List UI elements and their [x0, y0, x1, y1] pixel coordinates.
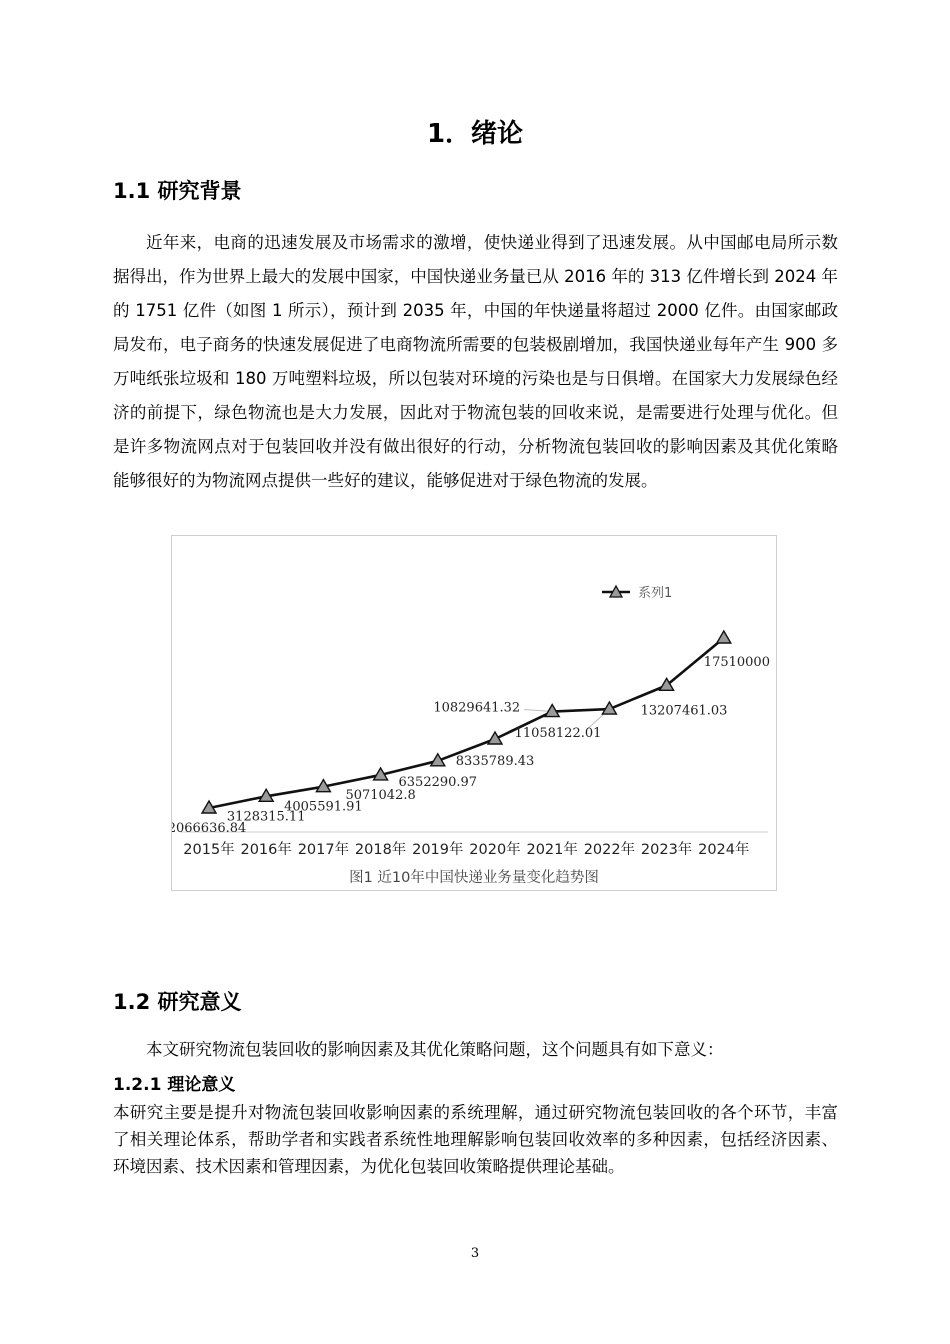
data-label-4: 6352290.97 [398, 774, 478, 790]
figure-caption: 图1 近10年中国快递业务量变化趋势图 [349, 870, 599, 886]
significance-intro-paragraph: 本文研究物流包装回收的影响因素及其优化策略问题，这个问题具有如下意义： [146, 1040, 724, 1059]
x-tick-label-1: 2016年 [240, 842, 292, 858]
section-title-significance: 1.2 研究意义 [113, 990, 242, 1014]
section-title-background: 1.1 研究背景 [113, 179, 242, 203]
legend-label-series-1: 系列1 [638, 586, 673, 601]
data-label-1: 3128315.11 [226, 809, 306, 825]
data-label-9: 17510000 [703, 655, 770, 670]
theoretical-significance-paragraph: 本研究主要是提升对物流包装回收影响因素的系统理解，通过研究物流包装回收的各个环节，丰富了相关理论体系，帮助学者和实践者系统性地理解影响包装回收效率的多种因素，包括经济因素、环境因素、技术因素和管理因素，为优化包装回收策略提供理论基础。 [113, 1103, 838, 1176]
background-paragraph: 近年来，电商的迅速发展及市场需求的激增，使快递业得到了迅速发展。从中国邮电局所示数据得出，作为世界上最大的发展中国家，中国快递业务量已从 2016 年的 313 亿件增长到 2024 年的 1751 亿件（如图 1 所示），预计到 2035 年，中国的年快递量将超过 2000 亿件。由国家邮政局发布，电子商务的快速发展促进了电商物流所需要的包装极剧增加，我国快递业每年产生 900 多万吨纸张垃圾和 180 万吨塑料垃圾，所以包装对环境的污染也是与日俱增。在国家大力发展绿色经济的前提下，绿色物流也是大力发展，因此对于物流包装的回收来说，是需要进行处理与优化。但是许多物流网点对于包装回收并没有做出很好的行动，分析物流包装回收的影响因素及其优化策略能够很好的为物流网点提供一些好的建议，能够促进对于绿色物流的发展。 [113, 233, 838, 490]
trend-chart [172, 536, 776, 890]
data-label-6: 10829641.32 [433, 700, 521, 716]
x-tick-label-2: 2017年 [297, 842, 350, 858]
figure-1 [171, 535, 777, 891]
x-tick-label-8: 2023年 [640, 842, 693, 858]
x-tick-label-6: 2021年 [526, 842, 578, 858]
data-label-8: 13207461.03 [640, 703, 728, 719]
data-label-2: 4005591.91 [284, 799, 363, 815]
subsection-title-theoretical: 1.2.1 理论意义 [113, 1075, 236, 1095]
data-point-9 [717, 631, 731, 643]
x-tick-label-3: 2018年 [354, 842, 407, 858]
x-tick-label-7: 2022年 [583, 842, 636, 858]
data-label-0: 2066636.84 [172, 821, 247, 836]
data-label-5: 8335789.43 [455, 753, 535, 769]
page-number: 3 [470, 1246, 480, 1261]
x-tick-label-9: 2024年 [698, 842, 750, 858]
chapter-title: 1．绪论 [426, 119, 524, 149]
x-tick-label-4: 2019年 [412, 842, 464, 858]
chart-legend [602, 585, 672, 601]
x-tick-label-5: 2020年 [469, 842, 521, 858]
data-label-3: 5071042.8 [345, 787, 416, 803]
x-tick-label-0: 2015年 [183, 842, 235, 858]
data-label-7: 11058122.01 [514, 726, 602, 742]
